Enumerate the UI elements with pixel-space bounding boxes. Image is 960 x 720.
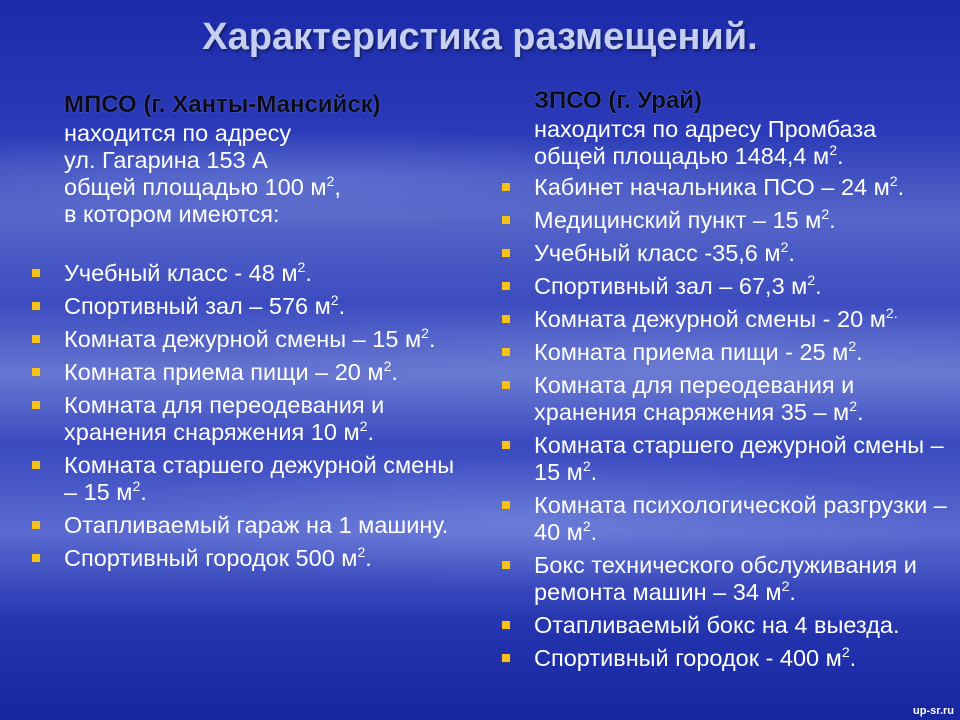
item-tail: . (897, 174, 905, 200)
item-superscript: 2 (829, 142, 838, 159)
list-item (498, 645, 953, 672)
item-superscript: 2 (383, 358, 392, 375)
intro-line (64, 174, 468, 201)
left-bullet-list (28, 260, 468, 572)
item-tail: . (305, 260, 312, 286)
square-bullet-icon (502, 501, 510, 509)
item-text: Бокс технического обслуживания и ремонта машин – 34 м (534, 552, 917, 605)
item-tail: . (140, 479, 147, 505)
left-heading: МПСО (г. Ханты-Мансийск) (64, 91, 381, 118)
item-superscript: 2 (132, 478, 141, 495)
item-text: Спортивный городок - 400 м (534, 645, 842, 671)
item-superscript: 2 (849, 398, 858, 415)
square-bullet-icon (32, 554, 40, 562)
square-bullet-icon (502, 441, 510, 449)
square-bullet-icon (502, 621, 510, 629)
item-text: Комната дежурной смены - 20 м (534, 306, 886, 332)
item-superscript: 2 (889, 173, 898, 190)
item-superscript: 2 (357, 544, 366, 561)
list-item (498, 174, 953, 201)
intro-line (64, 147, 468, 174)
square-bullet-icon (502, 315, 510, 323)
intro-line (534, 143, 953, 170)
intro-line (64, 120, 468, 147)
item-tail: . (428, 326, 436, 352)
left-intro-lines (64, 120, 468, 228)
square-bullet-icon (502, 348, 510, 356)
slide-title: Характеристика размещений. (202, 16, 758, 58)
list-item (28, 392, 468, 446)
item-superscript: 2 (807, 272, 816, 289)
right-column (498, 86, 953, 678)
square-bullet-icon (32, 401, 40, 409)
square-bullet-icon (502, 561, 510, 569)
item-tail: . (367, 419, 374, 445)
list-item (28, 326, 468, 353)
list-item (498, 306, 953, 333)
square-bullet-icon (502, 282, 510, 290)
square-bullet-icon (502, 381, 510, 389)
item-text: ул. Гагарина 153 А (64, 147, 268, 173)
item-superscript: 2. (885, 305, 898, 322)
item-superscript: 2 (421, 325, 429, 342)
item-text: Комната для переодевания и хранения снаряжения 10 м (64, 392, 385, 445)
item-text: Спортивный зал – 67,3 м (534, 273, 808, 299)
item-superscript: 2 (848, 338, 857, 355)
list-item (498, 552, 953, 606)
item-superscript: 2 (326, 173, 335, 190)
item-text: находится по адресу (64, 120, 292, 146)
list-item (28, 359, 468, 386)
item-text: Комната приема пищи - 25 м (534, 339, 849, 365)
item-text: в котором имеются: (64, 201, 280, 227)
list-item (28, 452, 468, 506)
item-tail: . (590, 519, 598, 545)
list-item (498, 432, 953, 486)
right-bullet-list (498, 174, 953, 672)
list-item (28, 545, 468, 572)
site-watermark: up-sr.ru (913, 705, 954, 717)
square-bullet-icon (32, 521, 40, 529)
item-text: Кабинет начальника ПСО – 24 м (534, 174, 890, 200)
square-bullet-icon (32, 269, 40, 277)
left-column (28, 90, 468, 578)
right-intro (498, 86, 953, 170)
item-tail: . (849, 645, 857, 671)
item-text: общей площадью 1484,4 м (534, 143, 830, 169)
item-text: Отапливаемый гараж на 1 машину. (64, 512, 449, 538)
square-bullet-icon (32, 461, 40, 469)
item-text: Комната дежурной смены – 15 м (64, 326, 422, 352)
item-text: Отапливаемый бокс на 4 выезда. (534, 612, 900, 638)
item-text: Учебный класс - 48 м (64, 260, 298, 286)
intro-line (534, 116, 953, 143)
list-item (498, 273, 953, 300)
item-tail: . (856, 339, 863, 365)
item-text: Комната приема пищи – 20 м (64, 359, 384, 385)
item-tail: . (789, 579, 796, 605)
item-tail: . (590, 459, 598, 485)
left-intro (28, 90, 468, 228)
intro-line (64, 201, 468, 228)
square-bullet-icon (32, 335, 40, 343)
item-tail: . (391, 359, 398, 385)
list-item (498, 372, 953, 426)
square-bullet-icon (32, 302, 40, 310)
list-item (498, 339, 953, 366)
item-text: находится по адресу Промбаза (534, 116, 877, 142)
list-item (498, 207, 953, 234)
right-intro-lines (534, 116, 953, 170)
list-item (28, 512, 468, 539)
item-superscript: 2 (821, 206, 830, 223)
item-text: Спортивный городок 500 м (64, 545, 358, 571)
list-item (28, 293, 468, 320)
list-item (498, 612, 953, 639)
item-text: Комната старшего дежурной смены – 15 м (534, 432, 944, 485)
square-bullet-icon (502, 216, 510, 224)
item-text: Комната психологической разгрузки – 40 м (534, 492, 947, 545)
item-superscript: 2 (582, 458, 591, 475)
item-tail: . (815, 273, 822, 299)
item-tail: , (334, 174, 341, 200)
item-superscript: 2 (330, 292, 339, 309)
square-bullet-icon (32, 368, 40, 376)
item-tail: . (857, 399, 864, 425)
item-superscript: 2 (359, 418, 368, 435)
item-text: общей площадью 100 м (64, 174, 327, 200)
square-bullet-icon (502, 183, 510, 191)
item-tail: . (829, 207, 836, 233)
item-tail: . (365, 545, 372, 571)
item-superscript: 2 (781, 578, 790, 595)
item-superscript: 2 (780, 239, 789, 256)
item-superscript: 2 (297, 259, 306, 276)
item-text: Комната для переодевания и хранения снаряжения 35 – м (534, 372, 855, 425)
square-bullet-icon (502, 249, 510, 257)
right-heading: ЗПСО (г. Урай) (534, 87, 703, 114)
item-tail: . (788, 240, 795, 266)
list-item (498, 492, 953, 546)
item-tail: . (837, 143, 844, 169)
item-text: Учебный класс -35,6 м (534, 240, 781, 266)
square-bullet-icon (502, 654, 510, 662)
item-tail: . (338, 293, 346, 319)
item-superscript: 2 (582, 518, 591, 535)
item-text: Спортивный зал – 576 м (64, 293, 331, 319)
item-text: Комната старшего дежурной смены – 15 м (64, 452, 455, 505)
item-text: Медицинский пункт – 15 м (534, 207, 822, 233)
list-item (28, 260, 468, 287)
list-item (498, 240, 953, 267)
item-superscript: 2 (841, 644, 850, 661)
